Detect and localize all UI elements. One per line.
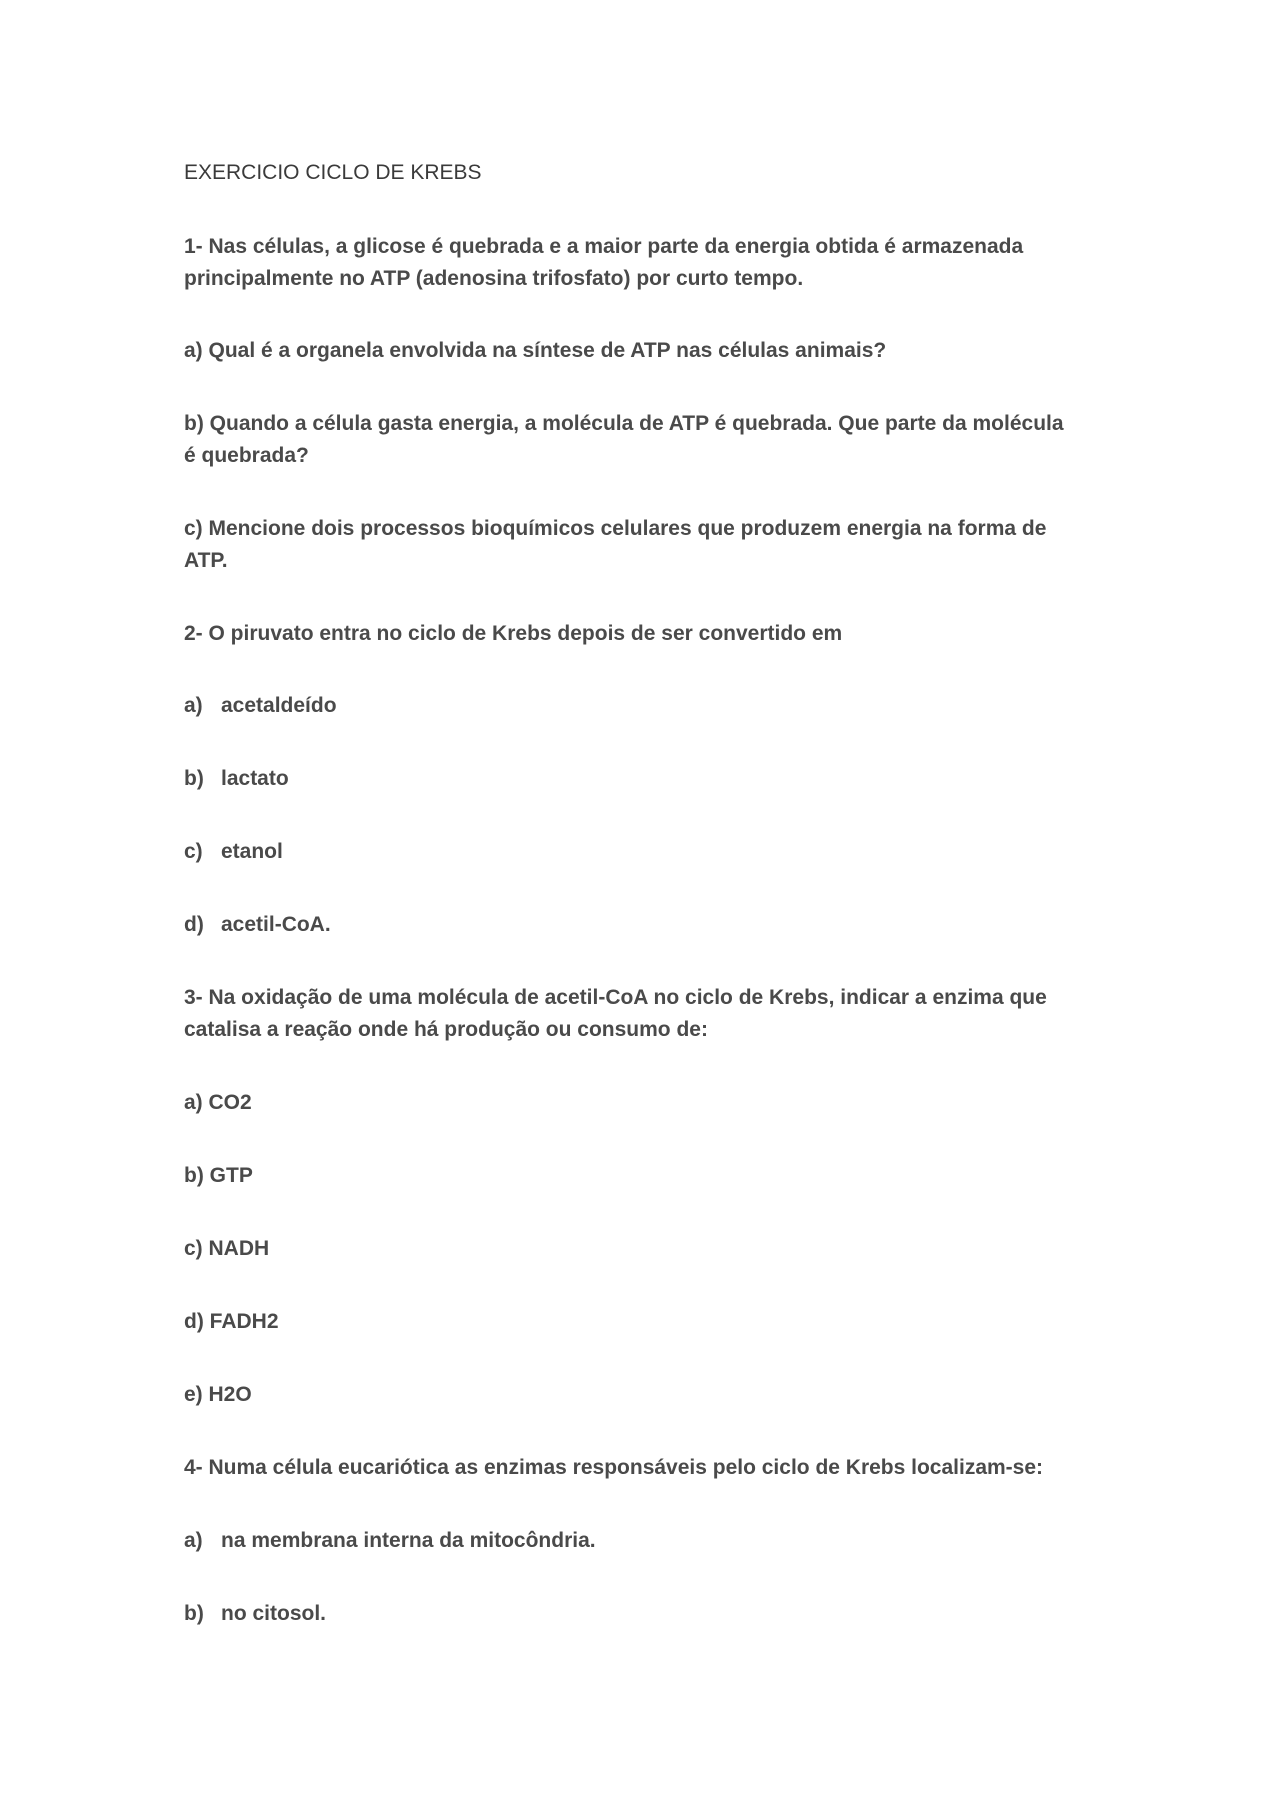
- question-3-item-a: a) CO2: [184, 1091, 252, 1114]
- question-1-text: principalmente no ATP (adenosina trifosfato) por curto tempo.: [184, 267, 804, 290]
- question-3-item-b: b) GTP: [184, 1164, 253, 1187]
- question-1b: b) Quando a célula gasta energia, a molécula de ATP é quebrada. Que parte da molécula: [184, 412, 1064, 435]
- question-2-option-b: [184, 763, 289, 795]
- question-2-option-c: [184, 836, 283, 868]
- option-letter: a): [184, 1529, 203, 1552]
- option-text: no citosol.: [221, 1602, 326, 1625]
- question-3-stem: 3- Na oxidação de uma molécula de acetil-CoA no ciclo de Krebs, indicar a enzima que: [184, 986, 1047, 1009]
- option-text: etanol: [221, 840, 283, 863]
- option-text: acetaldeído: [221, 694, 337, 717]
- question-2-option-a: [184, 690, 337, 722]
- question-1c: c) Mencione dois processos bioquímicos celulares que produzem energia na forma de: [184, 517, 1047, 540]
- question-1c: ATP.: [184, 549, 228, 572]
- question-2-option-d: [184, 909, 331, 941]
- option-text: lactato: [221, 767, 289, 790]
- question-2-stem: 2- O piruvato entra no ciclo de Krebs depois de ser convertido em: [184, 622, 843, 645]
- question-4-option-b: [184, 1598, 326, 1630]
- option-text: acetil-CoA.: [221, 913, 331, 936]
- option-letter: b): [184, 1602, 204, 1625]
- option-letter: c): [184, 840, 203, 863]
- option-text: na membrana interna da mitocôndria.: [221, 1529, 596, 1552]
- question-1b: é quebrada?: [184, 444, 309, 467]
- question-4-stem: 4- Numa célula eucariótica as enzimas responsáveis pelo ciclo de Krebs localizam-se:: [184, 1456, 1044, 1479]
- question-3-stem: catalisa a reação onde há produção ou consumo de:: [184, 1018, 708, 1041]
- question-3-item-e: e) H2O: [184, 1383, 252, 1406]
- option-letter: a): [184, 694, 203, 717]
- option-letter: d): [184, 913, 204, 936]
- question-3-item-d: d) FADH2: [184, 1310, 279, 1333]
- question-4-option-a: [184, 1525, 596, 1557]
- document-title: EXERCICIO CICLO DE KREBS: [184, 161, 482, 184]
- question-3-item-c: c) NADH: [184, 1237, 270, 1260]
- option-letter: b): [184, 767, 204, 790]
- question-1-text: 1- Nas células, a glicose é quebrada e a maior parte da energia obtida é armazenada: [184, 235, 1024, 258]
- question-1a: a) Qual é a organela envolvida na síntese de ATP nas células animais?: [184, 339, 887, 362]
